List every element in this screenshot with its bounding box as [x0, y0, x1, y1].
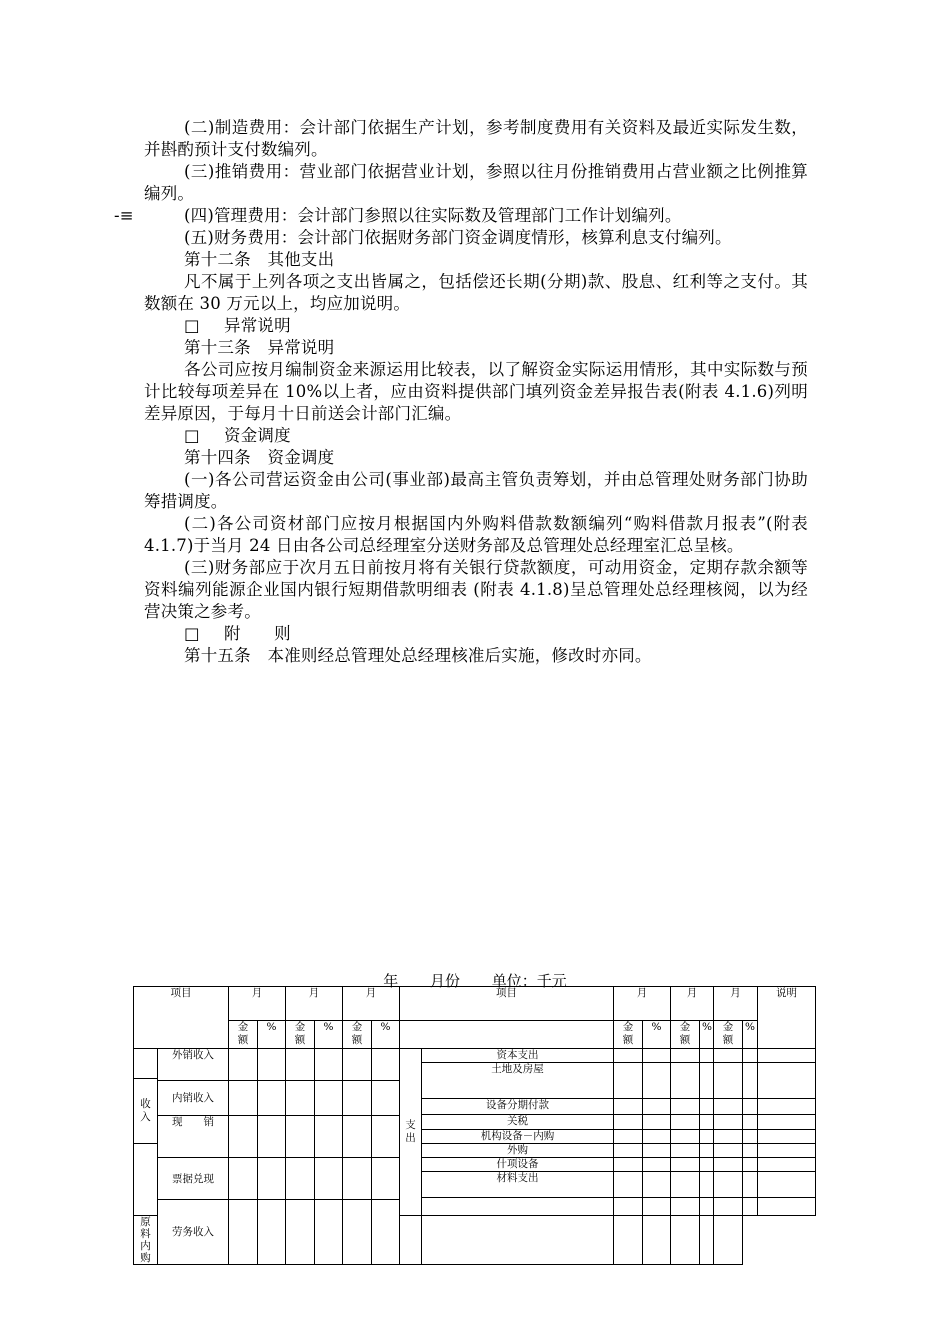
header-amount: 金额: [343, 1021, 372, 1049]
expense-item-blank: [422, 1198, 614, 1216]
article-13-text: 各公司应按月编制资金来源运用比较表，以了解资金实际运用情形，其中实际数与预计比较每项差异在 10%以上者，应由资料提供部门填列资金差异报告表(附表 4.1.6)列明差异原因，于每月十日前送会计部门汇编。: [144, 360, 808, 423]
header-item-right: 项目: [400, 987, 614, 1021]
header-amount: 金额: [614, 1021, 643, 1049]
article-12-text: 凡不属于上列各项之支出皆属之，包括偿还长期(分期)款、股息、红利等之支付。其数额在 30 万元以上，均应加说明。: [144, 272, 808, 313]
paragraph-sales-cost: (三)推销费用：营业部门依据营业计划，参照以往月份推销费用占营业额之比例推算编列。: [144, 162, 808, 203]
header-percent: %: [643, 1021, 671, 1049]
expense-group-label: 支出: [400, 1049, 422, 1216]
expense-item: 设备分期付款: [422, 1099, 614, 1115]
income-item: 现 销: [158, 1116, 229, 1158]
header-item-left: 项目: [134, 987, 229, 1049]
income-group-spacer-top: [134, 1049, 158, 1079]
expense-item: 资本支出: [422, 1049, 614, 1063]
stray-mark: -≡: [114, 206, 134, 225]
header-month: 月: [714, 987, 758, 1021]
checkbox-glyph: □: [184, 316, 200, 335]
header-percent: %: [372, 1021, 400, 1049]
expense-item: 材料支出: [422, 1172, 614, 1198]
article-14-item-2: (二)各公司资材部门应按月根据国内外购料借款数额编列“购料借款月报表”(附表 4.1.7)于当月 24 日由各公司总经理室分送财务部及总管理处总经理室汇总呈核。: [144, 514, 808, 555]
budget-table: [133, 986, 816, 1265]
checkbox-glyph: □: [184, 426, 200, 445]
header-month: 月: [229, 987, 286, 1021]
expense-item: 原料内购: [134, 1216, 158, 1265]
income-item: 外销收入: [158, 1049, 229, 1081]
expense-item: 什项设备: [422, 1158, 614, 1172]
table-row: [134, 1049, 816, 1063]
table-header-row: [134, 987, 816, 1021]
section-heading-abnormal-text: 异常说明: [224, 316, 291, 335]
income-group-spacer-bottom: [134, 1144, 158, 1216]
checkbox-glyph: □: [184, 624, 200, 643]
table-caption: 年 月份 单位：千元: [383, 972, 567, 990]
header-amount: 金额: [714, 1021, 743, 1049]
article-14-title: 第十四条 资金调度: [184, 448, 335, 467]
header-percent: %: [743, 1021, 758, 1049]
expense-item: 外购: [422, 1144, 614, 1158]
expense-item: 关税: [422, 1115, 614, 1130]
header-note: 说明: [758, 987, 816, 1049]
paragraph-finance-cost: (五)财务费用：会计部门依据财务部门资金调度情形，核算利息支付编列。: [184, 228, 732, 247]
header-month: 月: [614, 987, 671, 1021]
income-group-label: 收入: [134, 1079, 158, 1144]
paragraph-admin-cost-text: (四)管理费用：会计部门参照以往实际数及管理部门工作计划编列。: [184, 206, 682, 225]
income-item: 票据兑现: [158, 1158, 229, 1200]
header-amount: 金额: [671, 1021, 700, 1049]
section-heading-appendix: [144, 623, 808, 645]
header-percent: %: [315, 1021, 343, 1049]
income-item: 劳务收入: [158, 1200, 229, 1265]
header-percent: %: [258, 1021, 286, 1049]
income-item: 内销收入: [158, 1081, 229, 1116]
article-12-title: 第十二条 其他支出: [184, 250, 335, 269]
section-heading-appendix-text: 附 则: [224, 624, 291, 643]
expense-item: 机构设备－内购: [422, 1130, 614, 1144]
paragraph-admin-cost: [114, 205, 808, 227]
paragraph-manufacturing-cost: (二)制造费用：会计部门依据生产计划，参考制度费用有关资料及最近实际发生数，并斟酌预计支付数编列。: [144, 118, 808, 159]
header-month: 月: [286, 987, 343, 1021]
section-heading-funds: [144, 425, 808, 447]
header-amount: 金额: [286, 1021, 315, 1049]
section-heading-funds-text: 资金调度: [224, 426, 291, 445]
expense-item: 土地及房屋: [422, 1063, 614, 1099]
table-subheader-row: [134, 1021, 816, 1049]
budget-table-container: [133, 986, 815, 1265]
article-14-item-1: (一)各公司营运资金由公司(事业部)最高主管负责筹划，并由总管理处财务部门协助筹措调度。: [144, 470, 808, 511]
document-body: [114, 117, 808, 667]
header-month: 月: [343, 987, 400, 1021]
header-amount: 金额: [229, 1021, 258, 1049]
article-15: 第十五条 本准则经总管理处总经理核准后实施，修改时亦同。: [184, 646, 652, 665]
section-heading-abnormal: [144, 315, 808, 337]
header-month: 月: [671, 987, 714, 1021]
article-13-title: 第十三条 异常说明: [184, 338, 335, 357]
article-14-item-3: (三)财务部应于次月五日前按月将有关银行贷款额度，可动用资金，定期存款余额等资料编列能源企业国内银行短期借款明细表 (附表 4.1.8)呈总管理处总经理核阅，以为经营决策之参考。: [144, 558, 808, 621]
header-blank: [400, 1021, 614, 1049]
table-row: [134, 1158, 816, 1172]
header-percent: %: [700, 1021, 714, 1049]
